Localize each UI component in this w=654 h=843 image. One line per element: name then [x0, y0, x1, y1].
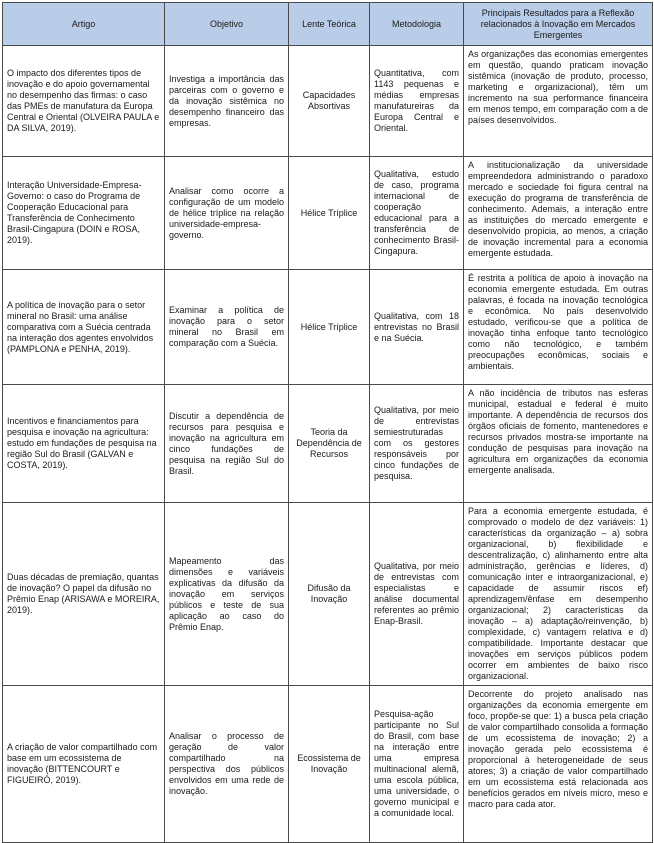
header-objetivo: Objetivo	[165, 3, 289, 46]
cell-objetivo: Mapeamento das dimensões e variáveis explicativas da difusão da inovação em serviços públicos e teste de sua aplicação ao caso do Prêmio Enap.	[165, 503, 289, 686]
cell-resultados: É restrita a política de apoio à inovação na economia emergente estudada. Em outras palavras, é focada na inovação tecnológica e econômica. No país desenvolvido estudado, verificou-se que a política de inovação tinha enfoque tanto tecnológico como não tecnológico, e também preocupações econômicas, sociais e ambientais.	[464, 270, 653, 385]
cell-objetivo: Analisar como ocorre a configuração de um modelo de hélice tríplice na relação universidade-empresa-governo.	[165, 157, 289, 270]
header-lente: Lente Teórica	[289, 3, 370, 46]
cell-resultados: As organizações das economias emergentes em questão, quando praticam inovação sistêmica (inovação de produto, processo, marketing e organizacional), têm um incremento na sua performance financeira em menos tempo, em comparação com a de países desenvolvidos.	[464, 46, 653, 157]
cell-lente: Capacidades Absortivas	[289, 46, 370, 157]
table-row	[3, 503, 653, 686]
cell-lente: Difusão da Inovação	[289, 503, 370, 686]
cell-objetivo: Investiga a importância das parceiras com o governo e da inovação sistêmica no desempenho financeiro das empresas.	[165, 46, 289, 157]
cell-resultados: Para a economia emergente estudada, é comprovado o modelo de dez variáveis: 1) características da organização – a) sobra organizacional, b) flexibilidade e descentralização, c) alinhamento entre alta administração, gerências e líderes, d) comunicação inter e intraorganizacional, e) capacidade de assumir riscos ef) aprendizagem/ênfase em desempenho organizacional; 2) características da inovação – a) adaptação/reinvenção, b) complexidade, c) vantagem relativa e d) compatibilidade. Importante destacar que inovações em serviços públicos podem ocorrer em ambientes de baixo risco organizacional.	[464, 503, 653, 686]
cell-objetivo: Discutir a dependência de recursos para pesquisa e inovação na agricultura em cinco fundações de pesquisa na região Sul do Brasil.	[165, 385, 289, 503]
table-row	[3, 270, 653, 385]
cell-objetivo: Examinar a política de inovação para o setor mineral no Brasil em comparação com a Suécia.	[165, 270, 289, 385]
cell-metodologia: Qualitativa, estudo de caso, programa internacional de cooperação educacional para a transferência de conhecimento Brasil-Cingapura.	[370, 157, 464, 270]
cell-artigo: A criação de valor compartilhado com base em um ecossistema de inovação (BITTENCOURT e FIGUEIRÓ, 2019).	[3, 686, 165, 843]
cell-artigo: Duas décadas de premiação, quantas de inovação? O papel da difusão no Prêmio Enap (ARISAWA e MOREIRA, 2019).	[3, 503, 165, 686]
header-resultados: Principais Resultados para a Reflexão relacionados à Inovação em Mercados Emergentes	[464, 3, 653, 46]
table-row	[3, 157, 653, 270]
table-row	[3, 686, 653, 843]
table-row	[3, 46, 653, 157]
cell-lente: Ecossistema de Inovação	[289, 686, 370, 843]
cell-artigo: O impacto dos diferentes tipos de inovação e do apoio governamental no desempenho das firmas: o caso das PMEs de manufatura da Europa Central e Oriental (OLVEIRA PAULA e DA SILVA, 2019).	[3, 46, 165, 157]
cell-metodologia: Qualitativa, por meio de entrevistas com especialistas e análise documental referentes ao prêmio Enap-Brasil.	[370, 503, 464, 686]
header-row	[3, 3, 653, 46]
cell-metodologia: Qualitativa, por meio de entrevistas semiestruturadas com os gestores responsáveis por cinco fundações de pesquisa.	[370, 385, 464, 503]
cell-artigo: Incentivos e financiamentos para pesquisa e inovação na agricultura: estudo em fundações de pesquisa na região Sul do Brasil (GALVAN e COSTA, 2019).	[3, 385, 165, 503]
cell-resultados: A institucionalização da universidade empreendedora administrando o paradoxo mercado e sociedade foi figura central na execução do programa de transferência de conhecimento. Ademais, a interação entre as instituições do mercado emergente e desenvolvido propicia, ao menos, a criação de inovação incremental para a economia emergente estudada.	[464, 157, 653, 270]
cell-artigo: Interação Universidade-Empresa-Governo: o caso do Programa de Cooperação Educacional para Transferência de Conhecimento Brasil-Cingapura (DOIN e ROSA, 2019).	[3, 157, 165, 270]
cell-artigo: A política de inovação para o setor mineral no Brasil: uma análise comparativa com a Suécia centrada na interação dos agentes envolvidos (PAMPLONA e PENHA, 2019).	[3, 270, 165, 385]
header-artigo: Artigo	[3, 3, 165, 46]
cell-lente: Hélice Tríplice	[289, 157, 370, 270]
cell-lente: Hélice Tríplice	[289, 270, 370, 385]
cell-metodologia: Pesquisa-ação participante no Sul do Brasil, com base na interação entre uma empresa multinacional alemã, uma escola pública, uma universidade, o governo municipal e a comunidade local.	[370, 686, 464, 843]
cell-resultados: A não incidência de tributos nas esferas municipal, estadual e federal é muito importante. A dependência de recursos dos órgãos oficiais de fomento, mantenedores e recursos privados mostra-se importante na condução de pesquisas para inovação na agricultura em organizações da economia emergente analisada.	[464, 385, 653, 503]
cell-metodologia: Qualitativa, com 18 entrevistas no Brasil e na Suécia.	[370, 270, 464, 385]
cell-resultados: Decorrente do projeto analisado nas organizações da economia emergente em foco, propõe-se que: 1) a busca pela criação de valor compartilhado consolida a formação de um ecossistema de inovação; 2) a inovação gerada pelo ecossistema é proporcional à heterogeneidade de seus atores; 3) a criação de valor compartilhado em um ecossistema está relacionada aos benefícios gerados em níveis micro, meso e macro para cada ator.	[464, 686, 653, 843]
header-metodologia: Metodologia	[370, 3, 464, 46]
table-row	[3, 385, 653, 503]
cell-metodologia: Quantitativa, com 1143 pequenas e médias empresas manufatureiras da Europa Central e Oriental.	[370, 46, 464, 157]
cell-objetivo: Analisar o processo de geração de valor compartilhado na perspectiva dos públicos envolvidos em uma rede de inovação.	[165, 686, 289, 843]
literature-table	[2, 2, 653, 843]
cell-lente: Teoria da Dependência de Recursos	[289, 385, 370, 503]
